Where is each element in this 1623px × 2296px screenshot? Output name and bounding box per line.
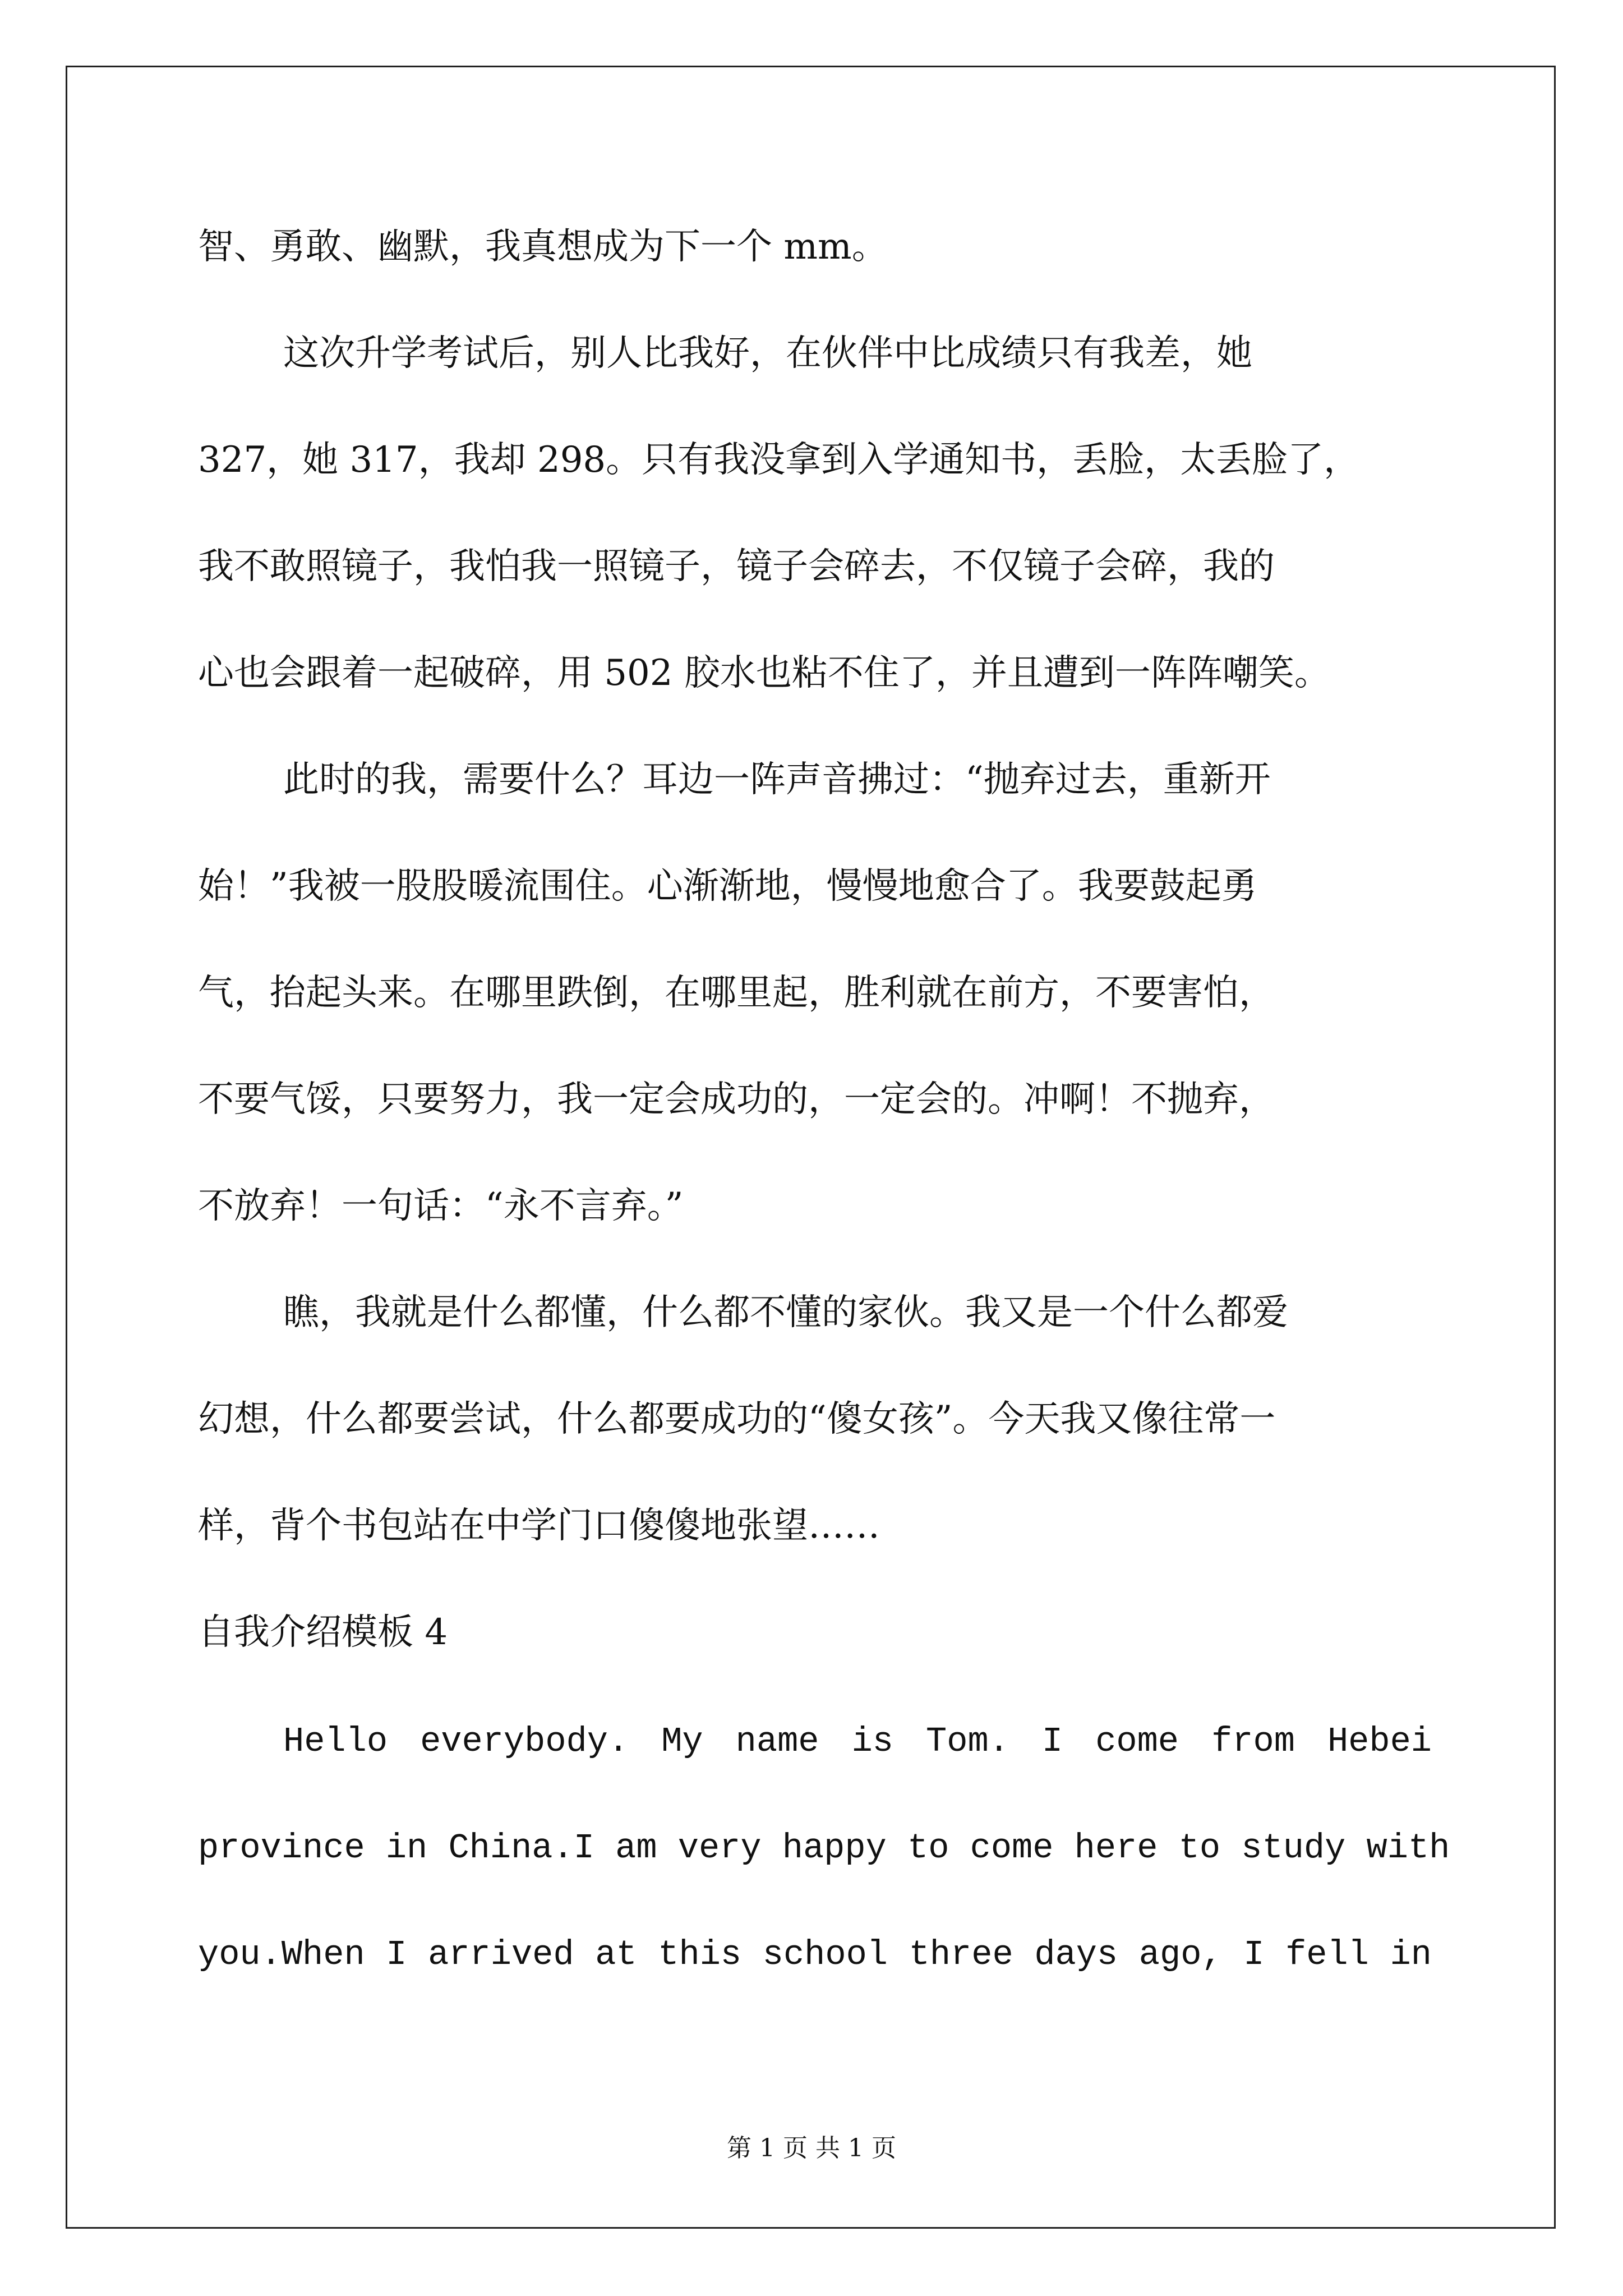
text-line: 我不敢照镜子，我怕我一照镜子，镜子会碎去，不仅镜子会碎，我的 (198, 546, 1275, 587)
page-number-footer: 第 1 页 共 1 页 (727, 2134, 896, 2162)
english-text-line: province in China.I am very happy to come here to study with (198, 1828, 1450, 1868)
text-line: 样，背个书包站在中学门口傻傻地张望…… (198, 1505, 880, 1547)
text-line: 不要气馁，只要努力，我一定会成功的，一定会的。冲啊！不抛弃， (198, 1079, 1275, 1120)
english-text-line: Hello everybody. My name is Tom. I come from Hebei (283, 1722, 1432, 1761)
text-line: 始！”我被一股股暖流围住。心渐渐地，慢慢地愈合了。我要鼓起勇 (198, 866, 1257, 907)
paragraph-start-line: 此时的我，需要什么？耳边一阵声音拂过：“抛弃过去，重新开 (283, 759, 1271, 800)
english-text-line: you.When I arrived at this school three days ago, I fell in (198, 1935, 1432, 1975)
text-line: 幻想，什么都要尝试，什么都要成功的“傻女孩”。今天我又像往常一 (198, 1398, 1276, 1440)
text-line: 327，她 317，我却 298。只有我没拿到入学通知书，丢脸，太丢脸了， (198, 439, 1360, 481)
text-line: 心也会跟着一起破碎，用 502 胶水也粘不住了，并且遭到一阵阵嘲笑。 (198, 652, 1330, 694)
section-heading: 自我介绍模板 4 (198, 1612, 448, 1653)
text-line: 不放弃！一句话：“永不言弃。” (198, 1185, 684, 1227)
text-line: 智、勇敢、幽默，我真想成为下一个 mm。 (198, 226, 888, 268)
paragraph-start-line: 瞧，我就是什么都懂，什么都不懂的家伙。我又是一个什么都爱 (283, 1292, 1288, 1333)
paragraph-start-line: 这次升学考试后，别人比我好，在伙伴中比成绩只有我差，她 (283, 333, 1252, 374)
text-line: 气，抬起头来。在哪里跌倒，在哪里起，胜利就在前方，不要害怕， (198, 972, 1275, 1014)
page-border (66, 66, 1556, 2229)
